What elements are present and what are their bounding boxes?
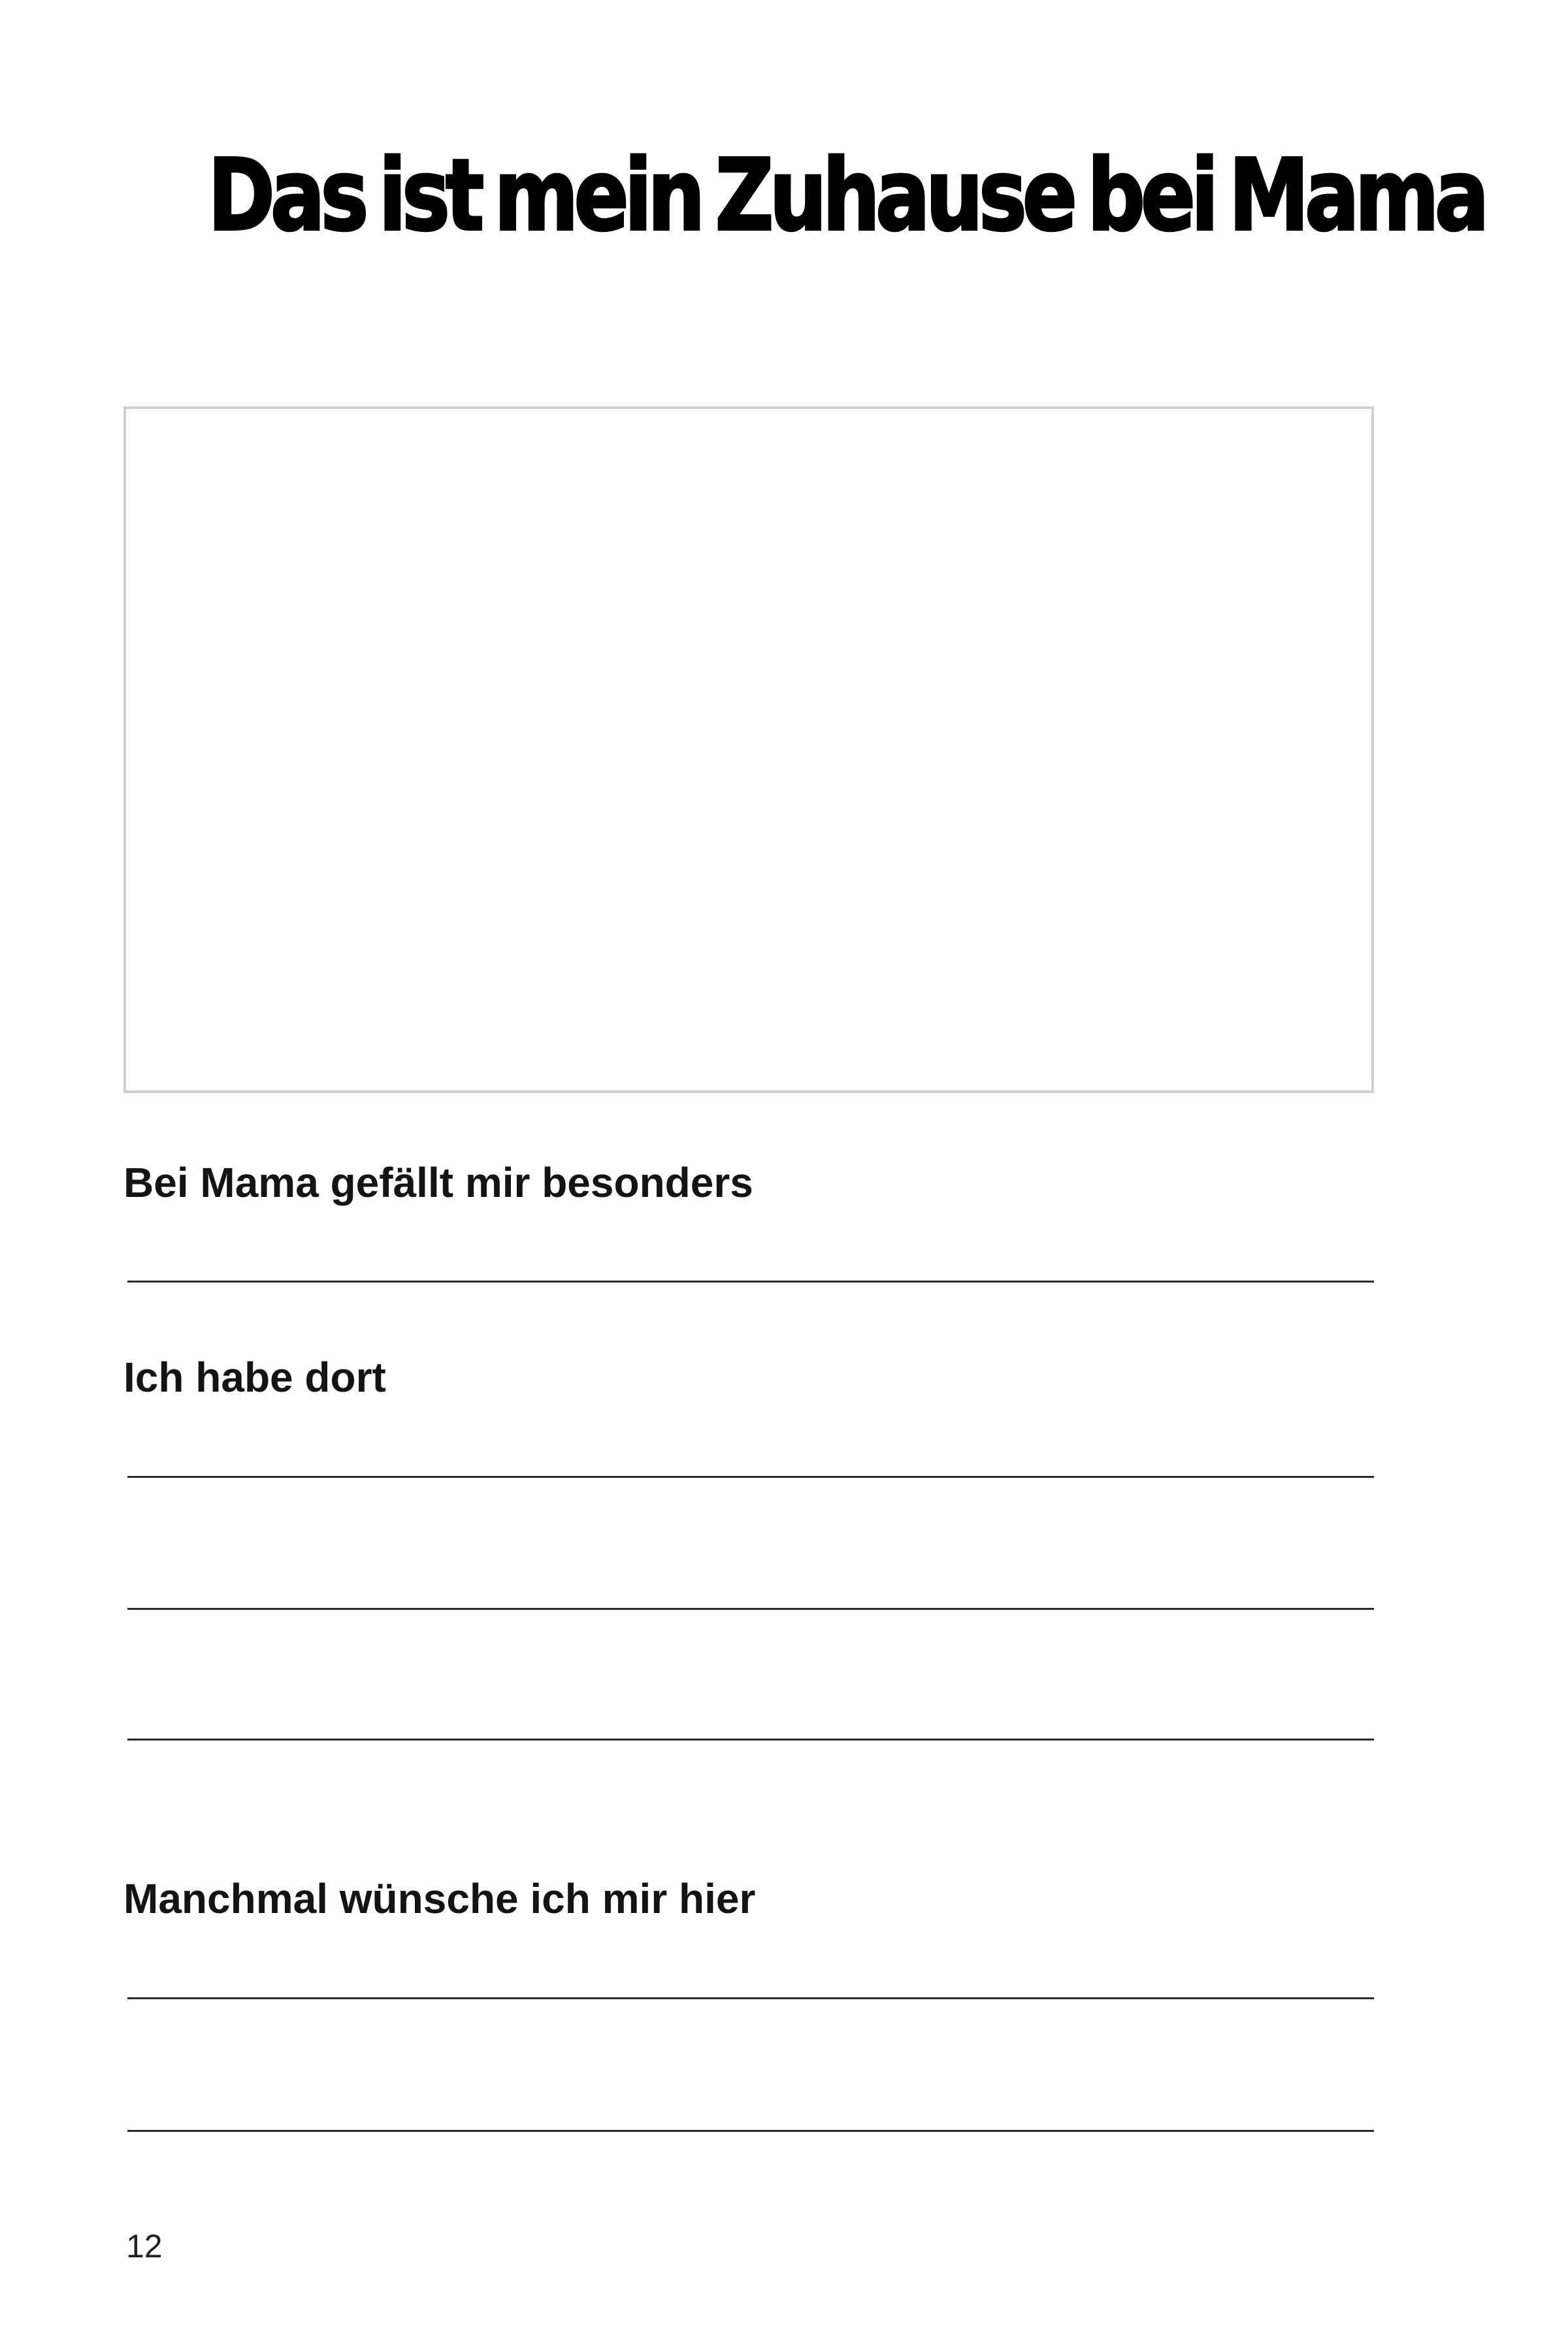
page-title: Das ist mein Zuhause bei Mama — [208, 139, 1485, 254]
prompt-i-have: Ich habe dort — [123, 1354, 386, 1401]
writing-line[interactable] — [127, 1739, 1374, 1741]
writing-line[interactable] — [127, 1281, 1374, 1283]
writing-line[interactable] — [127, 2130, 1374, 2132]
prompt-wish: Manchmal wünsche ich mir hier — [123, 1875, 756, 1922]
writing-line[interactable] — [127, 1608, 1374, 1610]
writing-line[interactable] — [127, 1476, 1374, 1478]
photo-frame[interactable] — [123, 406, 1374, 1093]
prompt-favorite: Bei Mama gefällt mir besonders — [123, 1159, 753, 1206]
writing-line[interactable] — [127, 1997, 1374, 1999]
page-number: 12 — [126, 2228, 163, 2265]
